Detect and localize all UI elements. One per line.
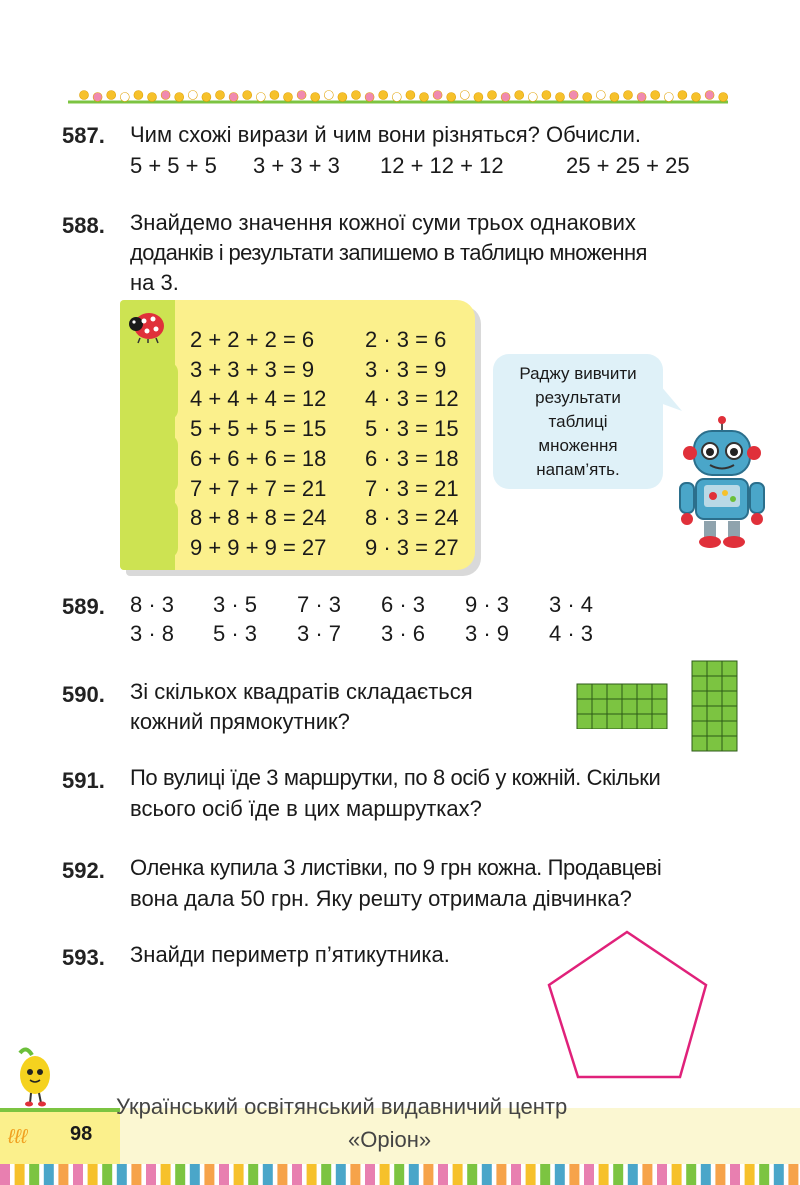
grid-square bbox=[722, 706, 737, 721]
flower-icon bbox=[148, 93, 157, 102]
stripe-block bbox=[204, 1164, 214, 1185]
stripe-block bbox=[29, 1164, 39, 1185]
stripe-block bbox=[496, 1164, 506, 1185]
flower-icon bbox=[637, 93, 646, 102]
stripe-block bbox=[146, 1164, 156, 1185]
flower-icon bbox=[474, 93, 483, 102]
exercise-591-line1: По вулиці їде 3 маршрутки, по 8 осіб у кожній. Скільки bbox=[130, 765, 661, 790]
flower-icon bbox=[284, 93, 293, 102]
expr-589-r1-3: 7 · 3 bbox=[297, 592, 342, 617]
grid-square bbox=[652, 684, 667, 699]
grid-square bbox=[577, 699, 592, 714]
stripe-block bbox=[15, 1164, 25, 1185]
exercise-number-592: 592. bbox=[62, 858, 105, 883]
stripe-block bbox=[657, 1164, 667, 1185]
grid-square bbox=[637, 714, 652, 729]
stripe-block bbox=[526, 1164, 536, 1185]
equation: 3 + 3 + 3 = 9 bbox=[190, 356, 315, 382]
flower-icon bbox=[569, 91, 578, 100]
stripe-block bbox=[759, 1164, 769, 1185]
flower-icon bbox=[528, 93, 537, 102]
rectangle-6x3-grid bbox=[576, 683, 668, 729]
stripe-block bbox=[175, 1164, 185, 1185]
stripe-block bbox=[686, 1164, 696, 1185]
exercise-591-line2: всього осіб їде в цих маршрутках? bbox=[130, 796, 482, 821]
stripe-block bbox=[350, 1164, 360, 1185]
flower-icon bbox=[243, 91, 252, 100]
expr-589-r2-1: 3 · 8 bbox=[130, 621, 175, 646]
grid-square bbox=[692, 736, 707, 751]
flower-icon bbox=[460, 91, 469, 100]
flower-icon bbox=[256, 93, 265, 102]
flower-icon bbox=[488, 91, 497, 100]
flower-icon bbox=[311, 93, 320, 102]
page-number: 98 bbox=[70, 1123, 93, 1145]
stripe-block bbox=[248, 1164, 258, 1185]
expr-587-1: 5 + 5 + 5 bbox=[130, 153, 217, 178]
stripe-block bbox=[730, 1164, 740, 1185]
flower-icon bbox=[501, 93, 510, 102]
flower-icon bbox=[678, 91, 687, 100]
multiplication-card bbox=[120, 300, 475, 570]
equation: 8 + 8 + 8 = 24 bbox=[190, 505, 327, 531]
equation: 7 + 7 + 7 = 21 bbox=[190, 475, 327, 501]
flower-icon bbox=[692, 93, 701, 102]
flower-icon bbox=[406, 91, 415, 100]
equation: 4 · 3 = 12 bbox=[365, 386, 459, 412]
grid-square bbox=[692, 661, 707, 676]
grid-square bbox=[607, 699, 622, 714]
stripe-block bbox=[715, 1164, 725, 1185]
grid-square bbox=[577, 684, 592, 699]
exercise-592-line1: Оленка купила 3 листівки, по 9 грн кожна. Продавцеві bbox=[130, 855, 662, 880]
stripe-block bbox=[467, 1164, 477, 1185]
flower-icon bbox=[392, 93, 401, 102]
stripe-block bbox=[774, 1164, 784, 1185]
flower-icon bbox=[596, 91, 605, 100]
stripe-block bbox=[380, 1164, 390, 1185]
exercise-number-593: 593. bbox=[62, 945, 105, 970]
bubble-line-5: напам’ять. bbox=[536, 459, 620, 479]
stripe-block bbox=[701, 1164, 711, 1185]
flower-icon bbox=[610, 93, 619, 102]
stripe-block bbox=[540, 1164, 550, 1185]
equation: 9 · 3 = 27 bbox=[365, 534, 459, 560]
exercise-592-line2: вона дала 50 грн. Яку решту отримала дівчинка? bbox=[130, 886, 632, 911]
expr-589-r1-4: 6 · 3 bbox=[381, 592, 426, 617]
grid-square bbox=[637, 684, 652, 699]
grid-square bbox=[707, 706, 722, 721]
flower-icon bbox=[583, 93, 592, 102]
ladybug-icon bbox=[128, 308, 168, 344]
grid-square bbox=[592, 684, 607, 699]
flower-icon bbox=[107, 91, 116, 100]
flower-icon bbox=[447, 93, 456, 102]
grid-square bbox=[637, 699, 652, 714]
equation: 4 + 4 + 4 = 12 bbox=[190, 386, 327, 412]
expr-589-r1-1: 8 · 3 bbox=[130, 592, 175, 617]
stripe-block bbox=[73, 1164, 83, 1185]
flower-icon bbox=[352, 91, 361, 100]
flower-icon bbox=[175, 93, 184, 102]
rectangle-3x6-grid bbox=[691, 660, 738, 752]
flower-icon bbox=[202, 93, 211, 102]
flower-icon bbox=[433, 91, 442, 100]
grid-square bbox=[722, 661, 737, 676]
exercise-588-line1: Знайдемо значення кожної суми трьох однакових bbox=[130, 210, 636, 235]
grid-square bbox=[622, 714, 637, 729]
flower-icon bbox=[338, 93, 347, 102]
pentagon-figure bbox=[540, 925, 720, 1085]
stripe-block bbox=[745, 1164, 755, 1185]
equation: 9 + 9 + 9 = 27 bbox=[190, 534, 327, 560]
expr-587-2: 3 + 3 + 3 bbox=[253, 153, 340, 178]
grid-square bbox=[692, 721, 707, 736]
stripe-block bbox=[58, 1164, 68, 1185]
grid-square bbox=[592, 699, 607, 714]
exercise-number-589: 589. bbox=[62, 594, 105, 619]
stripe-block bbox=[482, 1164, 492, 1185]
stripe-block bbox=[219, 1164, 229, 1185]
stripe-block bbox=[394, 1164, 404, 1185]
stripe-block bbox=[102, 1164, 112, 1185]
expr-589-r1-2: 3 · 5 bbox=[213, 592, 258, 617]
flower-icon bbox=[134, 91, 143, 100]
flower-icon bbox=[297, 91, 306, 100]
flower-icon bbox=[556, 93, 565, 102]
stripe-block bbox=[613, 1164, 623, 1185]
exercise-588-line3: на 3. bbox=[130, 270, 179, 295]
flower-icon bbox=[161, 91, 170, 100]
flower-icon bbox=[542, 91, 551, 100]
expr-587-3: 12 + 12 + 12 bbox=[380, 153, 504, 178]
flower-icon bbox=[365, 93, 374, 102]
grid-square bbox=[622, 684, 637, 699]
bubble-line-2: результати bbox=[535, 387, 621, 407]
exercise-593-text: Знайди периметр п’ятикутника. bbox=[130, 942, 450, 967]
publisher-line-1: Український освітянський видавничий центр bbox=[116, 1094, 568, 1119]
stripe-block bbox=[263, 1164, 273, 1185]
grid-square bbox=[577, 714, 592, 729]
lemon-mascot-icon bbox=[8, 1045, 58, 1107]
expr-589-r1-6: 3 · 4 bbox=[549, 592, 594, 617]
flower-icon bbox=[664, 93, 673, 102]
publisher-line-2: «Оріон» bbox=[348, 1127, 432, 1152]
grid-square bbox=[652, 714, 667, 729]
grid-square bbox=[707, 721, 722, 736]
stripe-block bbox=[438, 1164, 448, 1185]
stripe-block bbox=[190, 1164, 200, 1185]
flower-icon bbox=[379, 91, 388, 100]
bubble-line-3: таблиці bbox=[548, 411, 608, 431]
flower-border bbox=[68, 82, 738, 108]
grid-square bbox=[692, 691, 707, 706]
grid-square bbox=[722, 691, 737, 706]
equation: 5 · 3 = 15 bbox=[365, 416, 459, 442]
grid-square bbox=[607, 684, 622, 699]
stripe-block bbox=[788, 1164, 798, 1185]
flower-icon bbox=[93, 93, 102, 102]
grid-square bbox=[722, 721, 737, 736]
bubble-line-4: множення bbox=[538, 435, 618, 455]
flower-icon bbox=[80, 91, 89, 100]
grid-square bbox=[707, 691, 722, 706]
expr-589-r2-6: 4 · 3 bbox=[549, 621, 594, 646]
stripe-block bbox=[511, 1164, 521, 1185]
stripe-block bbox=[161, 1164, 171, 1185]
flower-icon bbox=[624, 91, 633, 100]
exercise-588-line2: доданків і результати запишемо в таблицю множення bbox=[130, 240, 647, 265]
equation: 8 · 3 = 24 bbox=[365, 505, 459, 531]
stripe-block bbox=[672, 1164, 682, 1185]
bubble-line-1: Раджу вивчити bbox=[519, 363, 637, 383]
exercise-number-591: 591. bbox=[62, 768, 105, 793]
equation: 2 · 3 = 6 bbox=[365, 327, 447, 352]
flower-icon bbox=[216, 91, 225, 100]
flower-icon bbox=[188, 91, 197, 100]
equation: 6 + 6 + 6 = 18 bbox=[190, 445, 327, 471]
equation: 6 · 3 = 18 bbox=[365, 445, 459, 471]
expr-587-4: 25 + 25 + 25 bbox=[566, 153, 690, 178]
expr-589-r2-5: 3 · 9 bbox=[465, 621, 510, 646]
footer-stripe bbox=[0, 1164, 800, 1185]
stripe-block bbox=[44, 1164, 54, 1185]
grid-square bbox=[692, 676, 707, 691]
flower-icon bbox=[515, 91, 524, 100]
grid-square bbox=[607, 714, 622, 729]
stripe-block bbox=[234, 1164, 244, 1185]
equation: 3 · 3 = 9 bbox=[365, 356, 447, 382]
grid-square bbox=[592, 714, 607, 729]
exercise-number-590: 590. bbox=[62, 682, 105, 707]
exercise-587-text: Чим схожі вирази й чим вони різняться? Обчисли. bbox=[130, 122, 641, 147]
stripe-block bbox=[365, 1164, 375, 1185]
grid-square bbox=[652, 699, 667, 714]
stripe-block bbox=[555, 1164, 565, 1185]
grid-square bbox=[622, 699, 637, 714]
exercise-590-line1: Зі скількох квадратів складається bbox=[130, 679, 473, 704]
flower-icon bbox=[651, 91, 660, 100]
flower-icon bbox=[705, 91, 714, 100]
expr-589-r1-5: 9 · 3 bbox=[465, 592, 510, 617]
grid-square bbox=[722, 736, 737, 751]
flower-icon bbox=[270, 91, 279, 100]
swirl-decoration: ℓℓℓ bbox=[8, 1126, 28, 1148]
grid-square bbox=[707, 736, 722, 751]
stripe-block bbox=[88, 1164, 98, 1185]
stripe-block bbox=[307, 1164, 317, 1185]
equation: 2 + 2 + 2 = 6 bbox=[190, 327, 315, 352]
stripe-block bbox=[599, 1164, 609, 1185]
flower-icon bbox=[719, 93, 728, 102]
bubble-tail bbox=[660, 385, 682, 415]
advice-bubble bbox=[493, 354, 663, 489]
grid-square bbox=[707, 661, 722, 676]
expr-589-r2-3: 3 · 7 bbox=[297, 621, 342, 646]
flower-icon bbox=[229, 93, 238, 102]
stripe-block bbox=[642, 1164, 652, 1185]
stripe-block bbox=[409, 1164, 419, 1185]
stripe-block bbox=[131, 1164, 141, 1185]
flower-icon bbox=[324, 91, 333, 100]
exercise-number-587: 587. bbox=[62, 123, 105, 148]
stripe-block bbox=[321, 1164, 331, 1185]
flower-icon bbox=[420, 93, 429, 102]
stripe-block bbox=[277, 1164, 287, 1185]
stripe-block bbox=[0, 1164, 10, 1185]
stripe-block bbox=[336, 1164, 346, 1185]
stripe-block bbox=[584, 1164, 594, 1185]
expr-589-r2-2: 5 · 3 bbox=[213, 621, 258, 646]
robot-icon bbox=[672, 415, 772, 550]
stripe-block bbox=[292, 1164, 302, 1185]
grid-square bbox=[707, 676, 722, 691]
stripe-block bbox=[628, 1164, 638, 1185]
equation: 7 · 3 = 21 bbox=[365, 475, 459, 501]
equation: 5 + 5 + 5 = 15 bbox=[190, 416, 327, 442]
stripe-block bbox=[423, 1164, 433, 1185]
grid-square bbox=[722, 676, 737, 691]
exercise-590-line2: кожний прямокутник? bbox=[130, 709, 350, 734]
grid-square bbox=[692, 706, 707, 721]
exercise-number-588: 588. bbox=[62, 213, 105, 238]
expr-589-r2-4: 3 · 6 bbox=[381, 621, 426, 646]
flower-icon bbox=[120, 93, 129, 102]
stripe-block bbox=[453, 1164, 463, 1185]
stripe-block bbox=[569, 1164, 579, 1185]
stripe-block bbox=[117, 1164, 127, 1185]
